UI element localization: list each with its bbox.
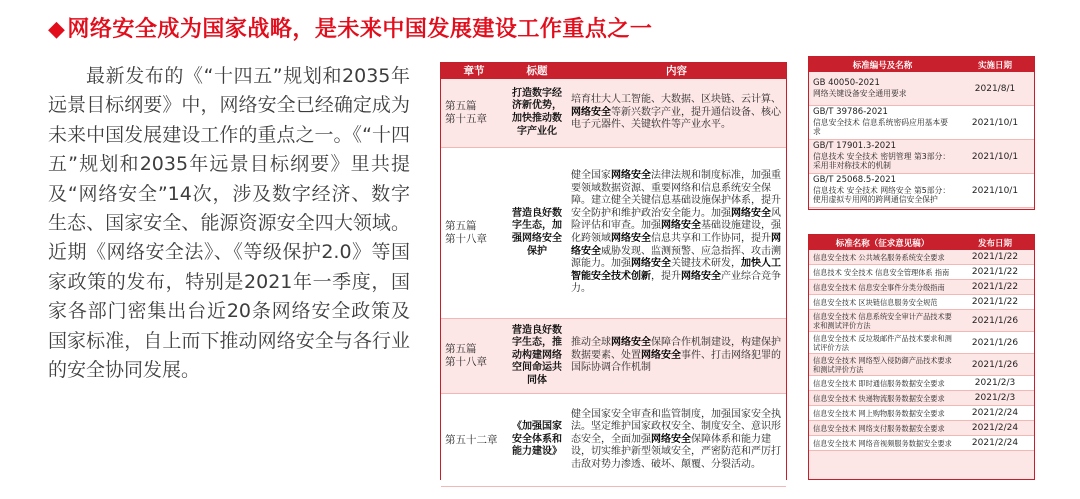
highlight-keyword: 网络安全 <box>571 106 611 118</box>
standard-code: GB/T 17901.3-2021 <box>813 141 897 152</box>
standards-date-cell: 2021/10/1 <box>956 140 1034 174</box>
drafts-name-cell: 信息安全技术 即时通信服务数据安全要求 <box>809 376 956 391</box>
standards-header-date: 实施日期 <box>956 57 1034 72</box>
plan-content-cell <box>567 319 786 394</box>
standard-name: 信息技术 安全技术 密钥管理 第3部分：采用非对称技术的机制 <box>813 151 951 171</box>
standard-name: 信息技术 安全技术 网络安全 第5部分：使用虚拟专用网的跨网通信安全保护 <box>813 185 951 205</box>
highlight-keyword: 网络安全 <box>661 220 701 232</box>
plan-table-header-chapter: 章节 <box>441 63 507 79</box>
highlight-keyword: 网络安全 <box>611 337 651 349</box>
drafts-header-date: 发布日期 <box>956 235 1034 250</box>
highlight-keyword: 网络安全 <box>611 170 651 182</box>
drafts-date-cell: 2021/2/3 <box>956 391 1034 406</box>
plan-chapter-cell: 第五篇 第十八章 <box>441 319 507 394</box>
highlight-keyword: 网络安全 <box>651 433 691 445</box>
drafts-name-cell: 信息安全技术 信息系统安全审计产品技术要求和测试评价方法 <box>809 310 956 332</box>
content-text: 健全国家 <box>571 170 611 182</box>
drafts-date-cell: 2021/1/22 <box>956 250 1034 265</box>
drafts-name-cell: 信息安全技术 网络支付服务数据安全要求 <box>809 421 956 436</box>
standard-code: GB 40050-2021 <box>813 78 880 89</box>
diamond-bullet-icon: ◆ <box>48 17 66 42</box>
drafts-row <box>809 391 1034 406</box>
content-text: 保障体系和能力建设，切实维护新型领域安全，严密防范和严厉打击敌对势力渗透、破坏、颠覆、分裂活动。 <box>571 433 781 470</box>
drafts-date-cell: 2021/1/26 <box>956 332 1034 354</box>
plan-title-cell: 《加强国家安全体系和能力建设》 <box>507 394 567 487</box>
standards-name-cell <box>809 140 956 174</box>
content-text: ，提升 <box>651 270 681 282</box>
drafts-row <box>809 310 1034 332</box>
drafts-name-cell: 信息安全技术 快递物流服务数据安全要求 <box>809 391 956 406</box>
standard-name: 网络关键设备安全通用要求 <box>813 88 907 98</box>
highlight-keyword: 网络安全 <box>611 233 651 244</box>
standards-table-header-row <box>809 57 1034 72</box>
standards-row <box>809 174 1034 208</box>
drafts-row <box>809 376 1034 391</box>
standards-row <box>809 106 1034 140</box>
drafts-row <box>809 421 1034 436</box>
standards-row <box>809 72 1034 106</box>
drafts-name-cell: 信息安全技术 信息安全事件分类分级指南 <box>809 280 956 295</box>
plan-content-cell <box>567 148 786 319</box>
highlight-keyword: 网络安全 <box>641 349 681 361</box>
plan-table-row <box>441 394 786 487</box>
page-title-text: 网络安全成为国家战略，是未来中国发展建设工作重点之一 <box>67 17 653 42</box>
plan-table-row <box>441 79 786 148</box>
content-text: 推动全球 <box>571 337 611 349</box>
plan-chapter-cell: 第五篇 第十八章 <box>441 148 507 319</box>
highlight-keyword: 网络安全 <box>731 207 771 219</box>
drafts-date-cell: 2021/1/22 <box>956 280 1034 295</box>
standard-code: GB/T 25068.5-2021 <box>813 175 897 186</box>
drafts-name-cell: 信息安全技术 网络音视频服务数据安全要求 <box>809 436 956 451</box>
drafts-row <box>809 265 1034 280</box>
content-text: 事件、打击网络犯罪的国际协调合作机制 <box>571 349 781 374</box>
plan-table-panel <box>440 62 787 480</box>
standards-row <box>809 140 1034 174</box>
highlight-keyword: 网络安全 <box>571 233 781 257</box>
drafts-table <box>809 235 1034 451</box>
standards-date-cell: 2021/10/1 <box>956 106 1034 140</box>
highlight-keyword: 网络安全 <box>631 258 671 270</box>
drafts-name-cell: 信息安全技术 网络型入侵防御产品技术要求和测试评价方法 <box>809 354 956 376</box>
standards-date-cell: 2021/10/1 <box>956 174 1034 208</box>
drafts-row <box>809 436 1034 451</box>
content-text: 健全国家安全审查和监管制度，加强国家安全执法。坚定维护国家政权安全、制度安全、意识形态安全，全面加强 <box>571 408 781 445</box>
drafts-date-cell: 2021/2/24 <box>956 436 1034 451</box>
standards-date-cell: 2021/8/1 <box>956 72 1034 106</box>
drafts-date-cell: 2021/2/24 <box>956 406 1034 421</box>
plan-chapter-cell: 第五十二章 <box>441 394 507 487</box>
plan-table-header-title: 标题 <box>507 63 567 79</box>
intro-paragraph: 最新发布的《“十四五”规划和2035年远景目标纲要》中，网络安全已经确定成为未来中国发展建设工作的重点之一。《“十四五”规划和2035年远景目标纲要》里共提及“网络安全”14次，涉及数字经济、数字生态、国家安全、能源资源安全四大领域。近期《网络安全法》、《等级保护2.0》等国家政策的发布，特别是2021年一季度，国家各部门密集出台近20条网络安全政策及国家标准，自上而下推动网络安全与各行业的安全协同发展。 <box>48 65 410 382</box>
drafts-row <box>809 295 1034 310</box>
content-text: 产业综合竞争力。 <box>571 270 781 295</box>
standard-code: GB/T 39786-2021 <box>813 107 888 118</box>
standards-table-panel <box>808 56 1035 210</box>
drafts-name-cell: 信息安全技术 反垃圾邮件产品技术要求和测试评价方法 <box>809 332 956 354</box>
plan-table-header-row <box>441 63 786 79</box>
content-text: 关键技术研发， <box>671 258 741 270</box>
highlight-keyword: 网络安全 <box>681 270 721 282</box>
plan-content-cell <box>567 394 786 487</box>
page-title <box>48 12 652 43</box>
drafts-row <box>809 332 1034 354</box>
content-text: 法律法规和制度标准，加强重要领域数据资源、重要网络和信息系统安全保障。建立健全关键信息基础设施保护体系，提升安全防护和维护政治安全能力。加强 <box>571 170 781 219</box>
drafts-date-cell: 2021/1/22 <box>956 295 1034 310</box>
drafts-date-cell: 2021/1/22 <box>956 265 1034 280</box>
content-text: 等新兴数字产业，提升通信设备、核心电子元器件、关键软件等产业水平。 <box>571 106 781 131</box>
plan-table-header-content: 内容 <box>567 63 786 79</box>
content-text: 威胁发现、监测预警、应急指挥、攻击溯源能力。加强 <box>571 245 781 270</box>
drafts-name-cell: 信息安全技术 公共域名服务系统安全要求 <box>809 250 956 265</box>
standards-table <box>809 57 1034 208</box>
standards-name-cell <box>809 106 956 140</box>
standards-header-name: 标准编号及名称 <box>809 57 956 72</box>
drafts-date-cell: 2021/1/26 <box>956 310 1034 332</box>
plan-title-cell: 营造良好数字生态，加强网络安全保护 <box>507 148 567 319</box>
plan-table-row <box>441 319 786 394</box>
plan-table <box>441 63 786 487</box>
drafts-row <box>809 406 1034 421</box>
highlight-keyword: 加快人工智能安全技术创新 <box>571 258 781 282</box>
drafts-header-name: 标准名称（征求意见稿） <box>809 235 956 250</box>
plan-table-row <box>441 148 786 319</box>
content-text: 保障合作机制建设，构建保护数据要素、处置 <box>571 337 781 361</box>
drafts-row <box>809 280 1034 295</box>
plan-title-cell: 打造数字经济新优势，加快推动数字产业化 <box>507 79 567 148</box>
plan-content-cell <box>567 79 786 148</box>
standards-name-cell <box>809 72 956 106</box>
plan-chapter-cell: 第五篇 第十五章 <box>441 79 507 148</box>
standards-name-cell <box>809 174 956 208</box>
drafts-row <box>809 250 1034 265</box>
content-text: 培育壮大人工智能、大数据、区块链、云计算、 <box>571 94 781 106</box>
drafts-table-header-row <box>809 235 1034 250</box>
drafts-name-cell: 信息安全技术 区块链信息服务安全规范 <box>809 295 956 310</box>
content-text: 风险评估和审查。加强 <box>571 207 781 232</box>
drafts-date-cell: 2021/1/26 <box>956 354 1034 376</box>
drafts-name-cell: 信息技术 安全技术 信息安全管理体系 指南 <box>809 265 956 280</box>
plan-title-cell: 营造良好数字生态，推动构建网络空间命运共同体 <box>507 319 567 394</box>
drafts-name-cell: 信息安全技术 网上购物服务数据安全要求 <box>809 406 956 421</box>
drafts-table-panel <box>808 234 1035 480</box>
drafts-date-cell: 2021/2/24 <box>956 421 1034 436</box>
content-text: 信息共享和工作协同，提升 <box>651 233 771 244</box>
standard-name: 信息安全技术 信息系统密码应用基本要求 <box>813 117 949 137</box>
content-text: 基础设施建设，强化跨领域 <box>571 220 781 244</box>
drafts-row <box>809 354 1034 376</box>
drafts-date-cell: 2021/2/3 <box>956 376 1034 391</box>
